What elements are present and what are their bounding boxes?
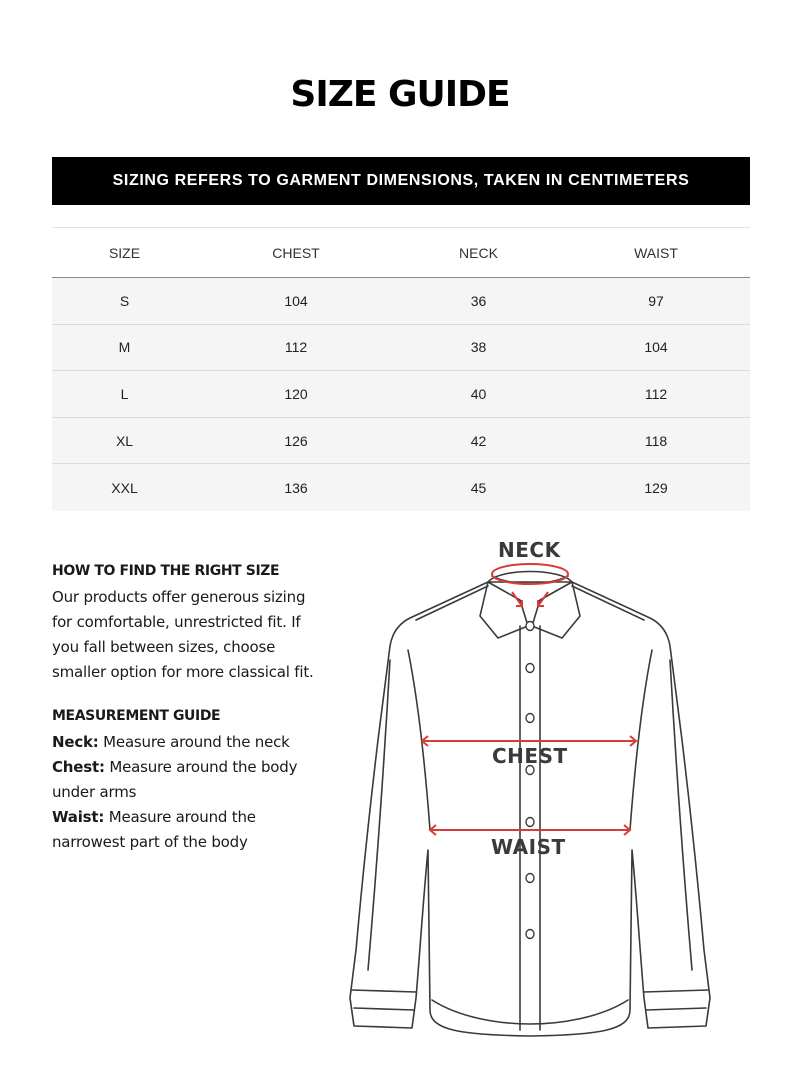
guide-item-waist (52, 805, 322, 855)
cell-neck: 40 (470, 385, 487, 402)
cell-size: S (119, 292, 130, 309)
fit-text: Our products offer generous sizing for comfortable, unrestricted fit. If you fall between sizes, choose smaller option for more classical fit. (52, 588, 314, 681)
shirt-button (526, 714, 534, 723)
neck-arrow-left (512, 592, 522, 606)
table-row (52, 371, 750, 418)
shirt-body-outline (350, 582, 710, 1036)
banner-text: SIZING REFERS TO GARMENT DIMENSIONS, TAKEN IN CENTIMETERS (112, 172, 690, 189)
shirt-button (526, 930, 534, 939)
guide-term: Chest: (52, 758, 105, 776)
cell-chest: 136 (284, 479, 308, 496)
cell-neck: 38 (470, 339, 487, 356)
guide-heading: MEASUREMENT GUIDE (52, 708, 221, 724)
table-header-row (52, 227, 750, 278)
page-title: SIZE GUIDE (290, 74, 510, 115)
table-row (52, 325, 750, 372)
guide-desc: Measure around the narrowest part of the body (52, 808, 256, 851)
fit-heading: HOW TO FIND THE RIGHT SIZE (52, 563, 280, 579)
cell-chest: 104 (284, 292, 308, 309)
cell-waist: 112 (644, 385, 668, 402)
cell-chest: 112 (284, 339, 308, 356)
hem-line (432, 1000, 628, 1024)
guide-desc: Measure around the neck (103, 733, 290, 751)
header-waist: WAIST (634, 244, 678, 261)
left-shoulder-seam (416, 586, 488, 620)
neck-label: NECK (498, 538, 561, 562)
cell-neck: 42 (470, 432, 487, 449)
header-size: SIZE (108, 244, 141, 261)
size-table (52, 227, 750, 511)
shirt-button (526, 818, 534, 827)
left-arm-line (368, 660, 390, 970)
cell-neck: 45 (470, 479, 487, 496)
guide-term: Neck: (52, 733, 99, 751)
waist-label: WAIST (491, 835, 566, 859)
table-row (52, 278, 750, 325)
chest-label: CHEST (492, 744, 568, 768)
placket (520, 626, 540, 1030)
right-cuff (644, 990, 708, 1010)
cell-waist: 129 (644, 479, 668, 496)
cell-size: XL (115, 432, 134, 449)
info-panel (52, 560, 322, 855)
right-shoulder-seam (572, 586, 644, 620)
neck-arrow-right (538, 592, 548, 606)
header-neck: NECK (459, 244, 498, 261)
shirt-button (526, 664, 534, 673)
table-row (52, 418, 750, 465)
cell-chest: 126 (284, 432, 308, 449)
guide-item-neck (52, 730, 322, 755)
cell-size: M (118, 339, 131, 356)
shirt-button (526, 622, 534, 631)
guide-term: Waist: (52, 808, 105, 826)
cell-waist: 104 (644, 339, 668, 356)
table-row (52, 464, 750, 511)
shirt-button (526, 874, 534, 883)
guide-item-chest (52, 755, 322, 805)
left-cuff (352, 990, 416, 1010)
header-chest: CHEST (272, 244, 320, 261)
cell-chest: 120 (284, 385, 308, 402)
guide-desc: Measure around the body under arms (52, 758, 298, 801)
shirt-illustration (320, 530, 740, 1080)
cell-size: XXL (111, 479, 138, 496)
cell-neck: 36 (470, 292, 487, 309)
cell-size: L (120, 385, 129, 402)
cell-waist: 97 (648, 292, 664, 309)
right-arm-line (670, 660, 692, 970)
sizing-banner (52, 157, 750, 205)
cell-waist: 118 (644, 432, 668, 449)
shirt-diagram (320, 530, 740, 1080)
